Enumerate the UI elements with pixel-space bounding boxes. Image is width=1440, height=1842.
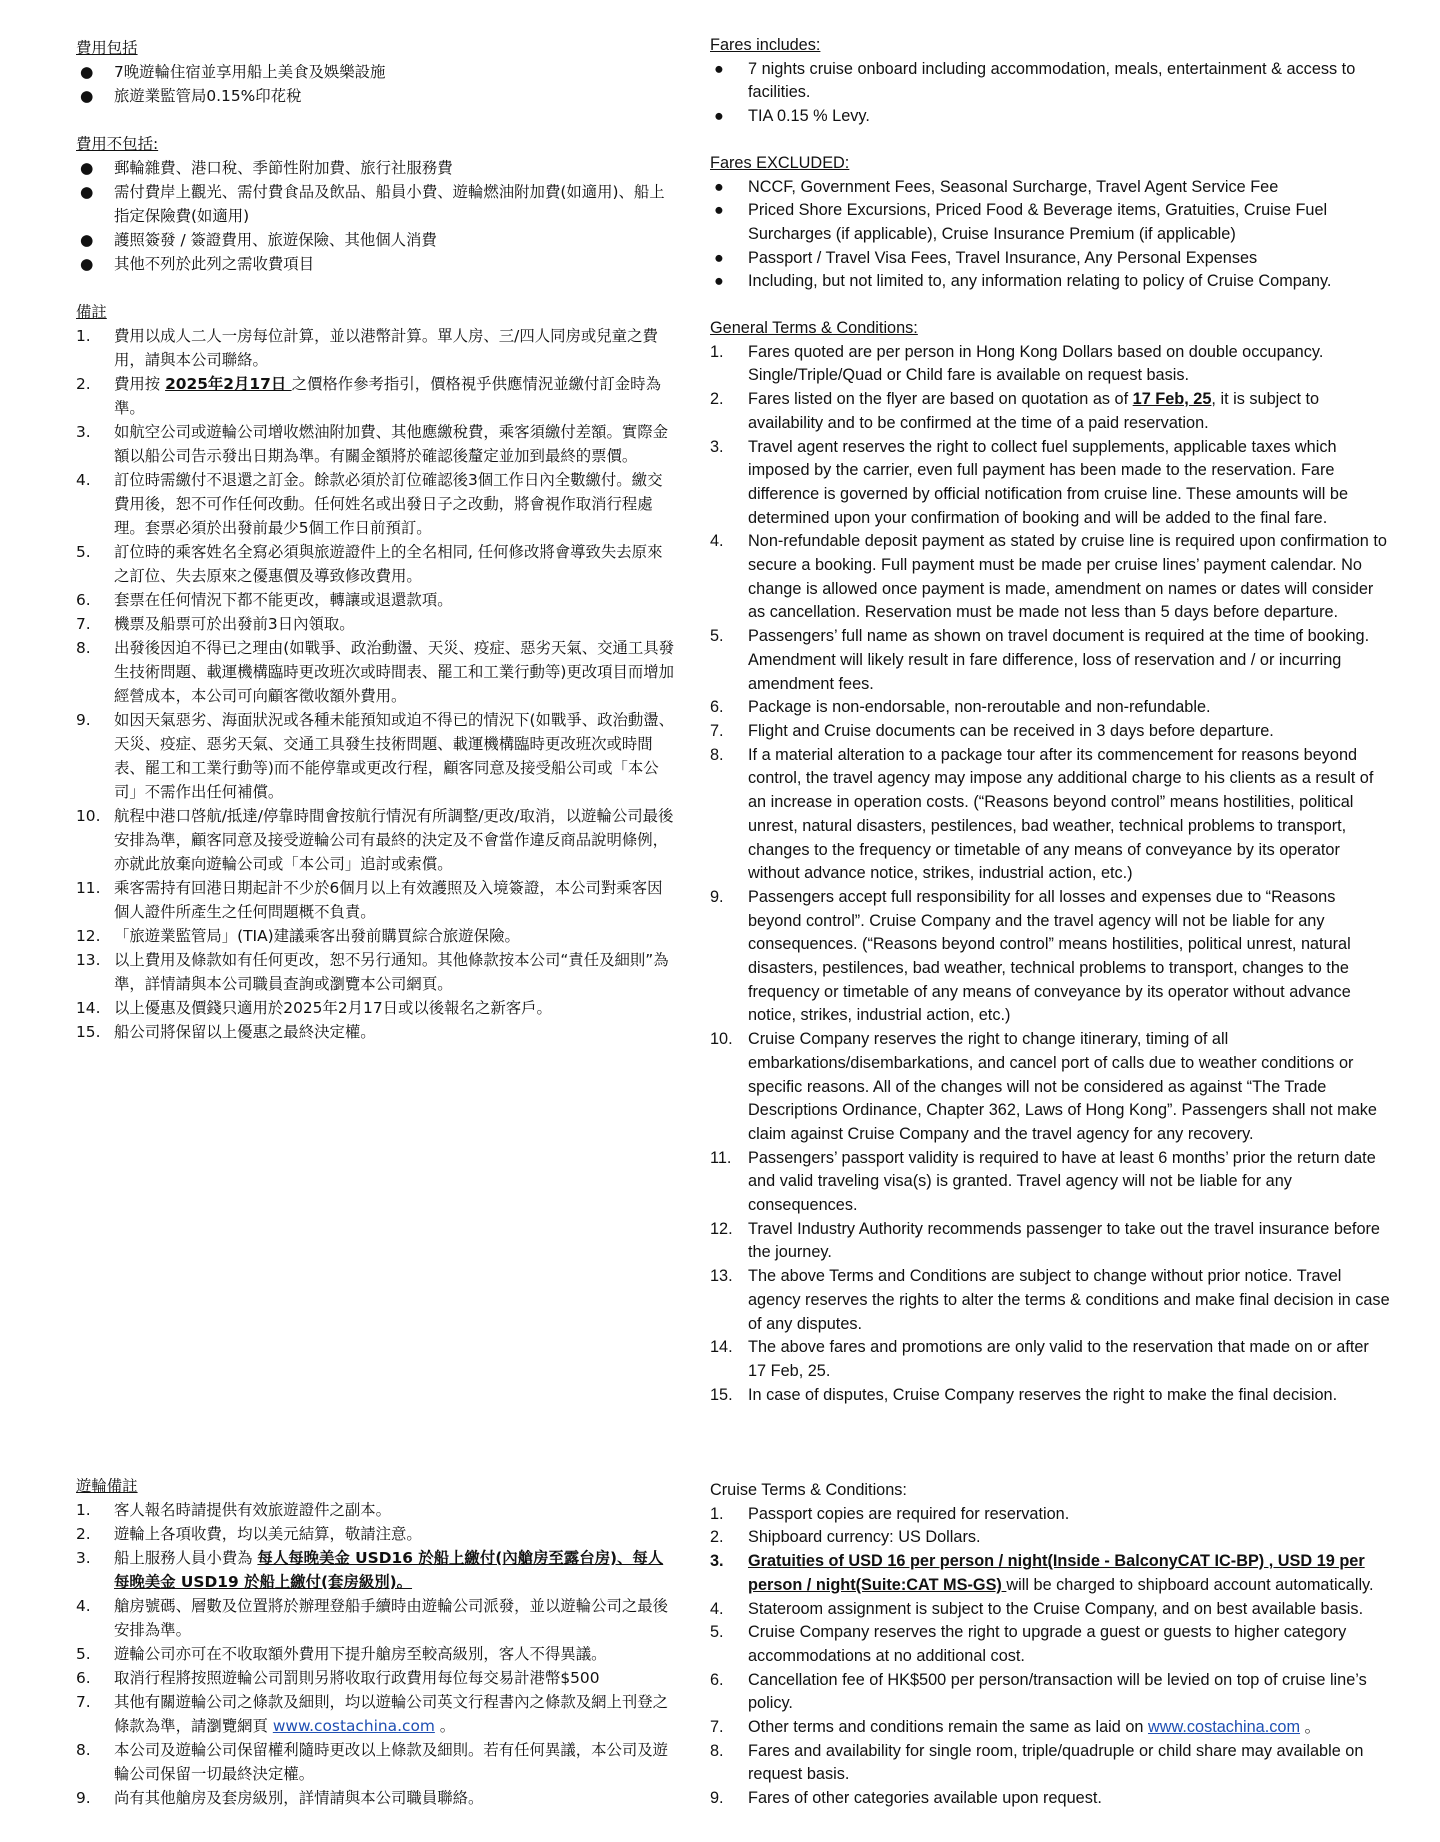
en-general-title: General Terms & Conditions: xyxy=(710,319,918,338)
list-item: 3. 船上服務人員小費為 每人每晚美金 USD16 於船上繳付(內艙房至露台房)、每人每晚美金 USD19 於船上繳付(套房級別)。 xyxy=(76,1549,664,1591)
list-item: 2. Fares listed on the flyer are based on quotation as of 17 Feb, 25, it is subject to availability and to be confirmed at the time of a paid reservation. xyxy=(710,390,1320,432)
list-item: ● NCCF, Government Fees, Seasonal Surcharge, Travel Agent Service Fee xyxy=(710,176,1390,200)
list-item: 11. 乘客需持有回港日期起計不少於6個月以上有效護照及入境簽證，本公司對乘客因個人證件所產生之任何問題概不負責。 xyxy=(76,879,663,921)
zh-include-list xyxy=(76,60,676,108)
list-item: 8. Fares and availability for single room, triple/quadruple or child share may available on request basis. xyxy=(710,1741,1364,1784)
list-item: 5. Passengers’ full name as shown on travel document is required at the time of booking. Amendment will likely result in fare difference, loss of reservation and / or incurring amendment fees. xyxy=(710,627,1370,693)
english-column xyxy=(710,34,1390,1407)
en-exclude-list xyxy=(710,176,1390,295)
bullet-icon: ● xyxy=(80,87,94,105)
bullet-icon: ● xyxy=(80,231,94,249)
bullet-icon: ● xyxy=(80,255,94,273)
list-item: 3. Travel agent reserves the right to collect fuel supplements, applicable taxes which imposed by the carrier, even full payment has been made to the reservation. Fare difference is governed by official notification from cruise line. These amounts will be determined upon your confirmation of booking and will be added to the final fare. xyxy=(710,437,1349,527)
list-item: 2. 遊輪上各項收費，均以美元結算，敬請注意。 xyxy=(76,1525,422,1543)
list-item: 1. 客人報名時請提供有效旅遊證件之副本。 xyxy=(76,1501,392,1519)
list-item: 7. Flight and Cruise documents can be received in 3 days before departure. xyxy=(710,721,1274,740)
list-item: 13. The above Terms and Conditions are subject to change without prior notice. Travel agency reserves the rights to alter the terms & conditions and make final decision in case of any disputes. xyxy=(710,1267,1390,1333)
list-item: 9. Passengers accept full responsibility for all losses and expenses due to “Reasons beyond control”. Cruise Company and the travel agency will not be liable for any consequences. (“Reasons beyond control” means hostilities, political unrest, natural disasters, pestilences, bad weather, technical problems to transport, changes to the frequency or timetable of any means of conveyance by its operator without advance notice, strikes, industrial action, etc.) xyxy=(710,887,1351,1025)
bullet-icon: ● xyxy=(714,107,724,126)
list-item: ● Passport / Travel Visa Fees, Travel Insurance, Any Personal Expenses xyxy=(710,247,1390,271)
list-item: 8. 出發後因迫不得已之理由(如戰爭、政治動盪、天災、疫症、惡劣天氣、交通工具發生技術問題、載運機構臨時更改班次或時間表、罷工和工業行動等)更改項目而增加經營成本，本公司可向顧客徵收額外費用。 xyxy=(76,639,675,705)
en-general-list xyxy=(710,341,1390,1408)
list-item: 5. 訂位時的乘客姓名全寫必須與旅遊證件上的全名相同, 任何修改將會導致失去原來之訂位、失去原來之優惠價及導致修改費用。 xyxy=(76,543,663,585)
list-item: ● 需付費岸上觀光、需付費食品及飲品、船員小費、遊輪燃油附加費(如適用)、船上指定保險費(如適用) xyxy=(76,180,676,228)
list-item: 5. 遊輪公司亦可在不收取額外費用下提升艙房至較高級別，客人不得異議。 xyxy=(76,1645,607,1663)
bullet-icon: ● xyxy=(80,63,94,81)
list-item: 15. 船公司將保留以上優惠之最終決定權。 xyxy=(76,1023,376,1041)
list-item: 1. Fares quoted are per person in Hong Kong Dollars based on double occupancy. Single/Triple/Quad or Child fare is available on request basis. xyxy=(710,342,1324,385)
en-exclude-title: Fares EXCLUDED: xyxy=(710,153,850,172)
zh-cruise-title: 遊輪備註 xyxy=(76,1477,138,1495)
bullet-icon: ● xyxy=(714,177,724,196)
list-item: 6. Package is non-endorsable, non-reroutable and non-refundable. xyxy=(710,698,1211,717)
list-item: 4. Non-refundable deposit payment as stated by cruise line is required upon confirmation to secure a booking. Full payment must be made per cruise lines’ payment calendar. No change is allowed once payment is made, amendment on names or dates will consider as cancellation. Reservation must be made not less than 5 days before departure. xyxy=(710,532,1387,622)
list-item: ● TIA 0.15 % Levy. xyxy=(710,105,1390,129)
list-item: ● Including, but not limited to, any information relating to policy of Cruise Company. xyxy=(710,270,1390,294)
list-item: 4. Stateroom assignment is subject to the Cruise Company, and on best available basis. xyxy=(710,1599,1364,1618)
list-item: ● 7 nights cruise onboard including accommodation, meals, entertainment & access to facilities. xyxy=(714,59,1356,102)
list-item: 2. Shipboard currency: US Dollars. xyxy=(710,1528,981,1547)
list-item: 4. 訂位時需繳付不退還之訂金。餘款必須於訂位確認後3個工作日內全數繳付。繳交費用後，恕不可作任何改動。任何姓名或出發日子之改動，將會視作取消行程處理。套票必須於出發前最少5個工作日前預訂。 xyxy=(76,471,663,537)
list-item: 11. Passengers’ passport validity is required to have at least 6 months’ prior the return date and valid traveling visa(s) is granted. Travel agency will not be liable for any consequences. xyxy=(710,1148,1376,1215)
list-item: 1. 費用以成人二人一房每位計算，並以港幣計算。單人房、三/四人同房或兒童之費用，請與本公司聯絡。 xyxy=(76,327,658,369)
english-cruise-section xyxy=(710,1479,1390,1811)
list-item: 10. 航程中港口啓航/抵達/停靠時間會按航行情況有所調整/更改/取消，以遊輪公司最後安排為準，顧客同意及接受遊輪公司有最終的決定及不會當作違反商品說明條例，亦就此放棄向遊輪公司或「本公司」追討或索償。 xyxy=(76,807,674,873)
list-item: 6. 套票在任何情況下都不能更改，轉讓或退還款項。 xyxy=(76,591,453,609)
list-item: 6. Cancellation fee of HK$500 per person/transaction will be levied on top of cruise line’s policy. xyxy=(710,1670,1367,1713)
list-item: 1. Passport copies are required for reservation. xyxy=(710,1504,1070,1523)
list-item: 7. 機票及船票可於出發前3日內領取。 xyxy=(76,615,355,633)
zh-notes-title: 備註 xyxy=(76,303,107,321)
en-include-title: Fares includes: xyxy=(710,36,821,54)
zh-exclude-list xyxy=(76,156,676,276)
list-item: 6. 取消行程將按照遊輪公司罰則另將收取行政費用每位每交易計港幣$500 xyxy=(76,1669,600,1687)
list-item: ● 旅遊業監管局0.15%印花稅 xyxy=(76,84,676,108)
list-item: 14. 以上優惠及價錢只適用於2025年2月17日或以後報名之新客戶。 xyxy=(76,999,552,1017)
list-item: 13. 以上費用及條款如有任何更改，恕不另行通知。其他條款按本公司“責任及細則”為準，詳情請與本公司職員查詢或瀏覽本公司網頁。 xyxy=(76,951,669,993)
list-item: 9. Fares of other categories available upon request. xyxy=(710,1789,1102,1808)
gratuity-highlight: 每人每晚美金 USD16 於船上繳付(內艙房至露台房)、每人每晚美金 USD19 於船上繳付(套房級別)。 xyxy=(114,1549,664,1591)
list-item: 12. Travel Industry Authority recommends passenger to take out the travel insurance before the journey. xyxy=(710,1219,1380,1262)
list-item: 3. Gratuities of USD 16 per person / night(Inside - BalconyCAT IC-BP) , USD 19 per person / night(Suite:CAT MS-GS) will be charged to shipboard account automatically. xyxy=(710,1552,1374,1594)
list-item: 9. 尚有其他艙房及套房級別，詳情請與本公司職員聯絡。 xyxy=(76,1789,484,1807)
list-item: 2. 費用按 2025年2月17日 之價格作參考指引，價格視乎供應情況並繳付訂金時為準。 xyxy=(76,375,661,417)
en-include-list xyxy=(710,58,1390,129)
list-item: 5. Cruise Company reserves the right to upgrade a guest or guests to higher category accommodations at no additional cost. xyxy=(710,1623,1347,1665)
bullet-icon: ● xyxy=(714,248,724,267)
list-item: 12. 「旅遊業監管局」(TIA)建議乘客出發前購買綜合旅遊保險。 xyxy=(76,927,520,945)
list-item: 4. 艙房號碼、層數及位置將於辦理登船手續時由遊輪公司派發，並以遊輪公司之最後安排為準。 xyxy=(76,1597,669,1639)
zh-exclude-title: 費用不包括: xyxy=(76,135,159,153)
gratuity-highlight: Gratuities of USD 16 per person / night(Inside - BalconyCAT IC-BP) , USD 19 per person / night(Suite:CAT MS-GS) xyxy=(748,1552,1365,1594)
list-item: 7. 其他有關遊輪公司之條款及細則，均以遊輪公司英文行程書內之條款及網上刊登之條款為準，請瀏覽網頁 www.costachina.com 。 xyxy=(76,1693,669,1735)
list-item: 8. If a material alteration to a package tour after its commencement for reasons beyond control, the travel agency may impose any additional charge to his clients as a result of an increase in operation costs. (“Reasons beyond control” means hostilities, political unrest, natural disasters, pestilences, bad weather, technical problems to transport, changes to the frequency or timetable of any means of conveyance by its operator without advance notice, strikes, industrial action, etc.) xyxy=(710,745,1374,883)
list-item: 9. 如因天氣惡劣、海面狀況或各種未能預知或迫不得已的情況下(如戰爭、政治動盪、天災、疫症、惡劣天氣、交通工具發生技術問題、載運機構臨時更改班次或時間表、罷工和工業行動等)而不能停靠或更改行程，顧客同意及接受船公司或「本公司」不需作出任何補償。 xyxy=(76,711,675,801)
date-highlight: 17 Feb, 25 xyxy=(1132,390,1212,409)
list-item: ● Priced Shore Excursions, Priced Food & Beverage items, Gratuities, Cruise Fuel Surcharges (if applicable), Cruise Insurance Premium (if applicable) xyxy=(714,201,1328,243)
zh-include-title: 費用包括 xyxy=(76,39,138,57)
list-item: 3. 如航空公司或遊輪公司增收燃油附加費、其他應繳稅費，乘客須繳付差額。實際金額以船公司告示發出日期為準。有關金額將於確認後釐定並加到最終的票價。 xyxy=(76,423,669,465)
zh-notes-list xyxy=(76,324,676,1044)
list-item: 15. In case of disputes, Cruise Company reserves the right to make the final decision. xyxy=(710,1385,1338,1404)
bullet-icon: ● xyxy=(714,59,724,78)
list-item: 14. The above fares and promotions are only valid to the reservation that made on or after 17 Feb, 25. xyxy=(710,1338,1369,1380)
en-cruise-title: Cruise Terms & Conditions: xyxy=(710,1481,907,1499)
chinese-column xyxy=(76,36,676,1044)
zh-cruise-list xyxy=(76,1498,676,1810)
costachina-link[interactable]: www.costachina.com xyxy=(1148,1718,1301,1737)
list-item: 10. Cruise Company reserves the right to change itinerary, timing of all embarkations/disembarkations, and cancel port of calls due to weather conditions or specific reasons. All of the changes will not be considered as against “The Trade Descriptions Ordinance, Chapter 362, Laws of Hong Kong”. Passengers shall not make claim against Cruise Company and the travel agency for any recovery. xyxy=(710,1030,1377,1143)
bullet-icon: ● xyxy=(714,201,724,220)
date-highlight: 2025年2月17日 xyxy=(165,375,292,393)
list-item: 7. Other terms and conditions remain the same as laid on www.costachina.com 。 xyxy=(710,1718,1321,1737)
list-item: ● 7晚遊輪住宿並享用船上美食及娛樂設施 xyxy=(76,60,676,84)
list-item: ● 護照簽發 / 簽證費用、旅遊保險、其他個人消費 xyxy=(76,228,676,252)
en-cruise-list xyxy=(710,1503,1390,1811)
chinese-cruise-section xyxy=(76,1474,676,1810)
list-item: ● 郵輪雜費、港口稅、季節性附加費、旅行社服務費 xyxy=(76,156,676,180)
costachina-link[interactable]: www.costachina.com xyxy=(272,1717,435,1735)
list-item: 8. 本公司及遊輪公司保留權利隨時更改以上條款及細則。若有任何異議，本公司及遊輪公司保留一切最終決定權。 xyxy=(76,1741,669,1783)
bullet-icon: ● xyxy=(80,183,94,201)
list-item: ● 其他不列於此列之需收費項目 xyxy=(76,252,676,276)
bullet-icon: ● xyxy=(714,272,724,291)
bullet-icon: ● xyxy=(80,159,94,177)
